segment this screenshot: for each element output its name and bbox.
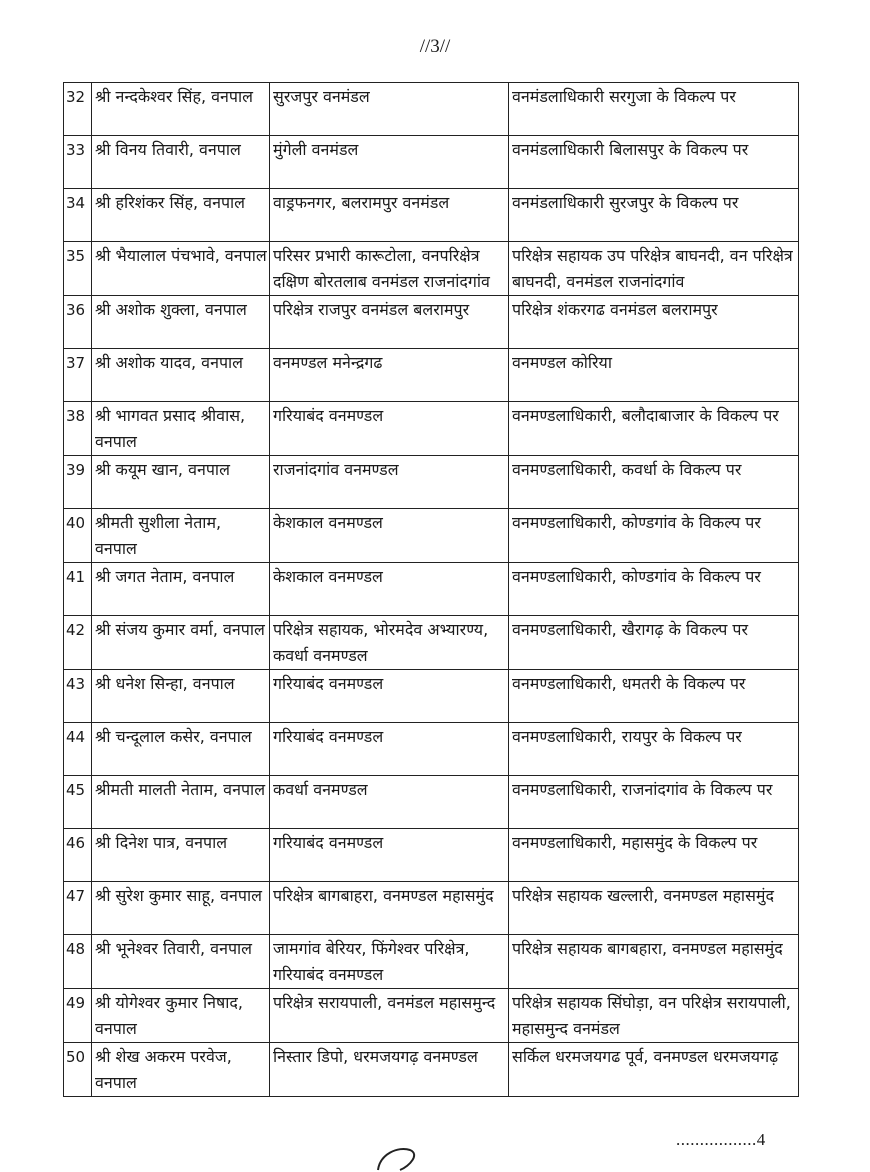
serial-number-cell: 49 [64,989,92,1043]
serial-number-cell: 39 [64,456,92,509]
table-row [64,83,799,136]
employee-name-cell: श्री जगत नेताम, वनपाल [92,563,270,616]
current-posting-cell: राजनांदगांव वनमण्डल [270,456,509,509]
table-row [64,989,799,1043]
current-posting-cell: केशकाल वनमण्डल [270,563,509,616]
current-posting-cell: वाड्रफनगर, बलरामपुर वनमंडल [270,189,509,242]
new-posting-cell: वनमण्डलाधिकारी, कोण्डगांव के विकल्प पर [509,563,799,616]
serial-number-cell: 41 [64,563,92,616]
employee-name-cell: श्री अशोक शुक्ला, वनपाल [92,296,270,349]
serial-number-cell: 32 [64,83,92,136]
new-posting-cell: सर्किल धरमजयगढ पूर्व, वनमण्डल धरमजयगढ़ [509,1043,799,1097]
current-posting-cell: गरियाबंद वनमण्डल [270,723,509,776]
serial-number-cell: 36 [64,296,92,349]
current-posting-cell: परिक्षेत्र बागबाहरा, वनमण्डल महासमुंद [270,882,509,935]
new-posting-cell: परिक्षेत्र सहायक खल्लारी, वनमण्डल महासमुंद [509,882,799,935]
current-posting-cell: परिक्षेत्र सहायक, भोरमदेव अभ्यारण्य, कवर्धा वनमण्डल [270,616,509,670]
new-posting-cell: वनमण्डलाधिकारी, महासमुंद के विकल्प पर [509,829,799,882]
serial-number-cell: 34 [64,189,92,242]
new-posting-cell: वनमण्डलाधिकारी, राजनांदगांव के विकल्प पर [509,776,799,829]
serial-number-cell: 46 [64,829,92,882]
table-row [64,136,799,189]
current-posting-cell: जामगांव बेरियर, फिंगेश्वर परिक्षेत्र, गरियाबंद वनमण्डल [270,935,509,989]
current-posting-cell: सुरजपुर वनमंडल [270,83,509,136]
new-posting-cell: वनमण्डलाधिकारी, बलौदाबाजार के विकल्प पर [509,402,799,456]
current-posting-cell: गरियाबंद वनमण्डल [270,670,509,723]
current-posting-cell: गरियाबंद वनमण्डल [270,402,509,456]
employee-name-cell: श्री नन्दकेश्वर सिंह, वनपाल [92,83,270,136]
current-posting-cell: निस्तार डिपो, धरमजयगढ़ वनमण्डल [270,1043,509,1097]
employee-name-cell: श्री भूनेश्वर तिवारी, वनपाल [92,935,270,989]
employee-name-cell: श्री शेख अकरम परवेज, वनपाल [92,1043,270,1097]
current-posting-cell: वनमण्डल मनेन्द्रगढ [270,349,509,402]
table-row [64,509,799,563]
new-posting-cell: वनमण्डलाधिकारी, खैरागढ़ के विकल्प पर [509,616,799,670]
table-row [64,935,799,989]
serial-number-cell: 45 [64,776,92,829]
serial-number-cell: 48 [64,935,92,989]
signature-mark [370,1144,440,1172]
page-number: //3// [419,36,451,57]
serial-number-cell: 43 [64,670,92,723]
new-posting-cell: वनमण्डलाधिकारी, रायपुर के विकल्प पर [509,723,799,776]
table-row [64,776,799,829]
transfer-table [63,82,799,1097]
employee-name-cell: श्री चन्दूलाल कसेर, वनपाल [92,723,270,776]
employee-name-cell: श्री हरिशंकर सिंह, वनपाल [92,189,270,242]
serial-number-cell: 38 [64,402,92,456]
new-posting-cell: परिक्षेत्र सहायक उप परिक्षेत्र बाघनदी, वन परिक्षेत्र बाघनदी, वनमंडल राजनांदगांव [509,242,799,296]
serial-number-cell: 50 [64,1043,92,1097]
employee-name-cell: श्री योगेश्वर कुमार निषाद, वनपाल [92,989,270,1043]
current-posting-cell: गरियाबंद वनमण्डल [270,829,509,882]
serial-number-cell: 40 [64,509,92,563]
employee-name-cell: श्रीमती सुशीला नेताम, वनपाल [92,509,270,563]
table-row [64,563,799,616]
table-row [64,242,799,296]
table-row [64,723,799,776]
employee-name-cell: श्री भैयालाल पंचभावे, वनपाल [92,242,270,296]
table-row [64,616,799,670]
table-row [64,882,799,935]
table-row [64,349,799,402]
employee-name-cell: श्रीमती मालती नेताम, वनपाल [92,776,270,829]
serial-number-cell: 37 [64,349,92,402]
serial-number-cell: 47 [64,882,92,935]
new-posting-cell: वनमण्डलाधिकारी, कोण्डगांव के विकल्प पर [509,509,799,563]
new-posting-cell: परिक्षेत्र सहायक बागबहारा, वनमण्डल महासमुंद [509,935,799,989]
table-row [64,189,799,242]
employee-name-cell: श्री दिनेश पात्र, वनपाल [92,829,270,882]
table-row [64,402,799,456]
current-posting-cell: परिक्षेत्र सरायपाली, वनमंडल महासमुन्द [270,989,509,1043]
employee-name-cell: श्री धनेश सिन्हा, वनपाल [92,670,270,723]
current-posting-cell: परिसर प्रभारी कारूटोला, वनपरिक्षेत्र दक्षिण बोरतलाब वनमंडल राजनांदगांव [270,242,509,296]
new-posting-cell: परिक्षेत्र शंकरगढ वनमंडल बलरामपुर [509,296,799,349]
serial-number-cell: 35 [64,242,92,296]
new-posting-cell: वनमण्डलाधिकारी, धमतरी के विकल्प पर [509,670,799,723]
serial-number-cell: 33 [64,136,92,189]
current-posting-cell: मुंगेली वनमंडल [270,136,509,189]
new-posting-cell: वनमण्डल कोरिया [509,349,799,402]
new-posting-cell: परिक्षेत्र सहायक सिंघोड़ा, वन परिक्षेत्र सरायपाली, महासमुन्द वनमंडल [509,989,799,1043]
employee-name-cell: श्री विनय तिवारी, वनपाल [92,136,270,189]
table-row [64,296,799,349]
employee-name-cell: श्री कयूम खान, वनपाल [92,456,270,509]
employee-name-cell: श्री अशोक यादव, वनपाल [92,349,270,402]
employee-name-cell: श्री भागवत प्रसाद श्रीवास, वनपाल [92,402,270,456]
table-row [64,456,799,509]
new-posting-cell: वनमंडलाधिकारी बिलासपुर के विकल्प पर [509,136,799,189]
new-posting-cell: वनमंडलाधिकारी सरगुजा के विकल्प पर [509,83,799,136]
serial-number-cell: 44 [64,723,92,776]
current-posting-cell: कवर्धा वनमण्डल [270,776,509,829]
serial-number-cell: 42 [64,616,92,670]
table-row [64,670,799,723]
continued-page-marker: .................4 [676,1130,766,1149]
employee-name-cell: श्री संजय कुमार वर्मा, वनपाल [92,616,270,670]
employee-name-cell: श्री सुरेश कुमार साहू, वनपाल [92,882,270,935]
current-posting-cell: केशकाल वनमण्डल [270,509,509,563]
table-row [64,1043,799,1097]
new-posting-cell: वनमंडलाधिकारी सुरजपुर के विकल्प पर [509,189,799,242]
current-posting-cell: परिक्षेत्र राजपुर वनमंडल बलरामपुर [270,296,509,349]
new-posting-cell: वनमण्डलाधिकारी, कवर्धा के विकल्प पर [509,456,799,509]
table-row [64,829,799,882]
